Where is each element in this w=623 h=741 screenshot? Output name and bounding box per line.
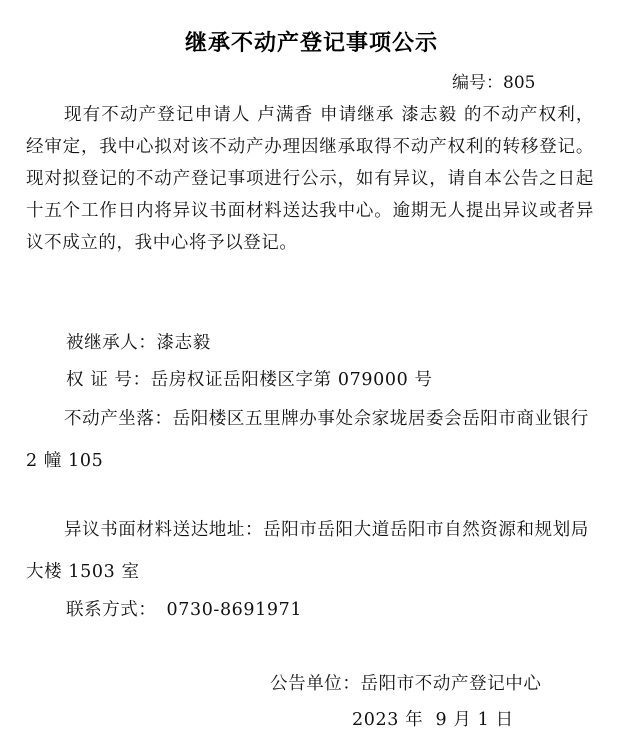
location-label: 不动产坐落：: [64, 409, 173, 429]
contact-line: [66, 596, 302, 621]
issue-date: 2023 年 9 月 1 日: [352, 710, 514, 730]
decedent-label: 被继承人：: [66, 333, 157, 353]
contact-label: 联系方式：: [66, 600, 157, 620]
issuer-value: 岳阳市不动产登记中心: [360, 674, 542, 694]
issuer-label: 公告单位：: [270, 674, 361, 694]
page-title: 继承不动产登记事项公示: [184, 31, 438, 56]
notice-body: 现有不动产登记申请人 卢满香 申请继承 漆志毅 的不动产权利，经审定，我中心拟对该不动产办理因继承取得不动产权利的转移登记。现对拟登记的不动产登记事项进行公示，如有异议，请自本公告之日起十五个工作日内将异议书面材料送达我中心。逾期无人提出异议或者异议不成立的，我中心将予以登记。: [26, 105, 594, 253]
certificate-line: [66, 366, 433, 391]
objection-address-value: 岳阳市岳阳大道岳阳市自然资源和规划局大楼 1503 室: [26, 520, 589, 582]
location-paragraph: [26, 398, 594, 482]
location-value: 岳阳楼区五里牌办事处佘家垅居委会岳阳市商业银行 2 幢 105: [26, 409, 589, 471]
certificate-value: 岳房权证岳阳楼区字第 079000 号: [150, 370, 433, 390]
document-number-value: 805: [503, 73, 536, 93]
objection-address-label: 异议书面材料送达地址：: [64, 520, 264, 540]
decedent-line: [66, 329, 211, 354]
document-number: [452, 68, 535, 93]
contact-value: 0730-8691971: [166, 600, 303, 620]
certificate-label: 权 证 号：: [66, 370, 151, 390]
decedent-value: 漆志毅: [156, 333, 211, 353]
objection-address-paragraph: [26, 509, 594, 593]
issuer-line: [270, 670, 542, 695]
document-number-label: 编号：: [452, 73, 503, 93]
